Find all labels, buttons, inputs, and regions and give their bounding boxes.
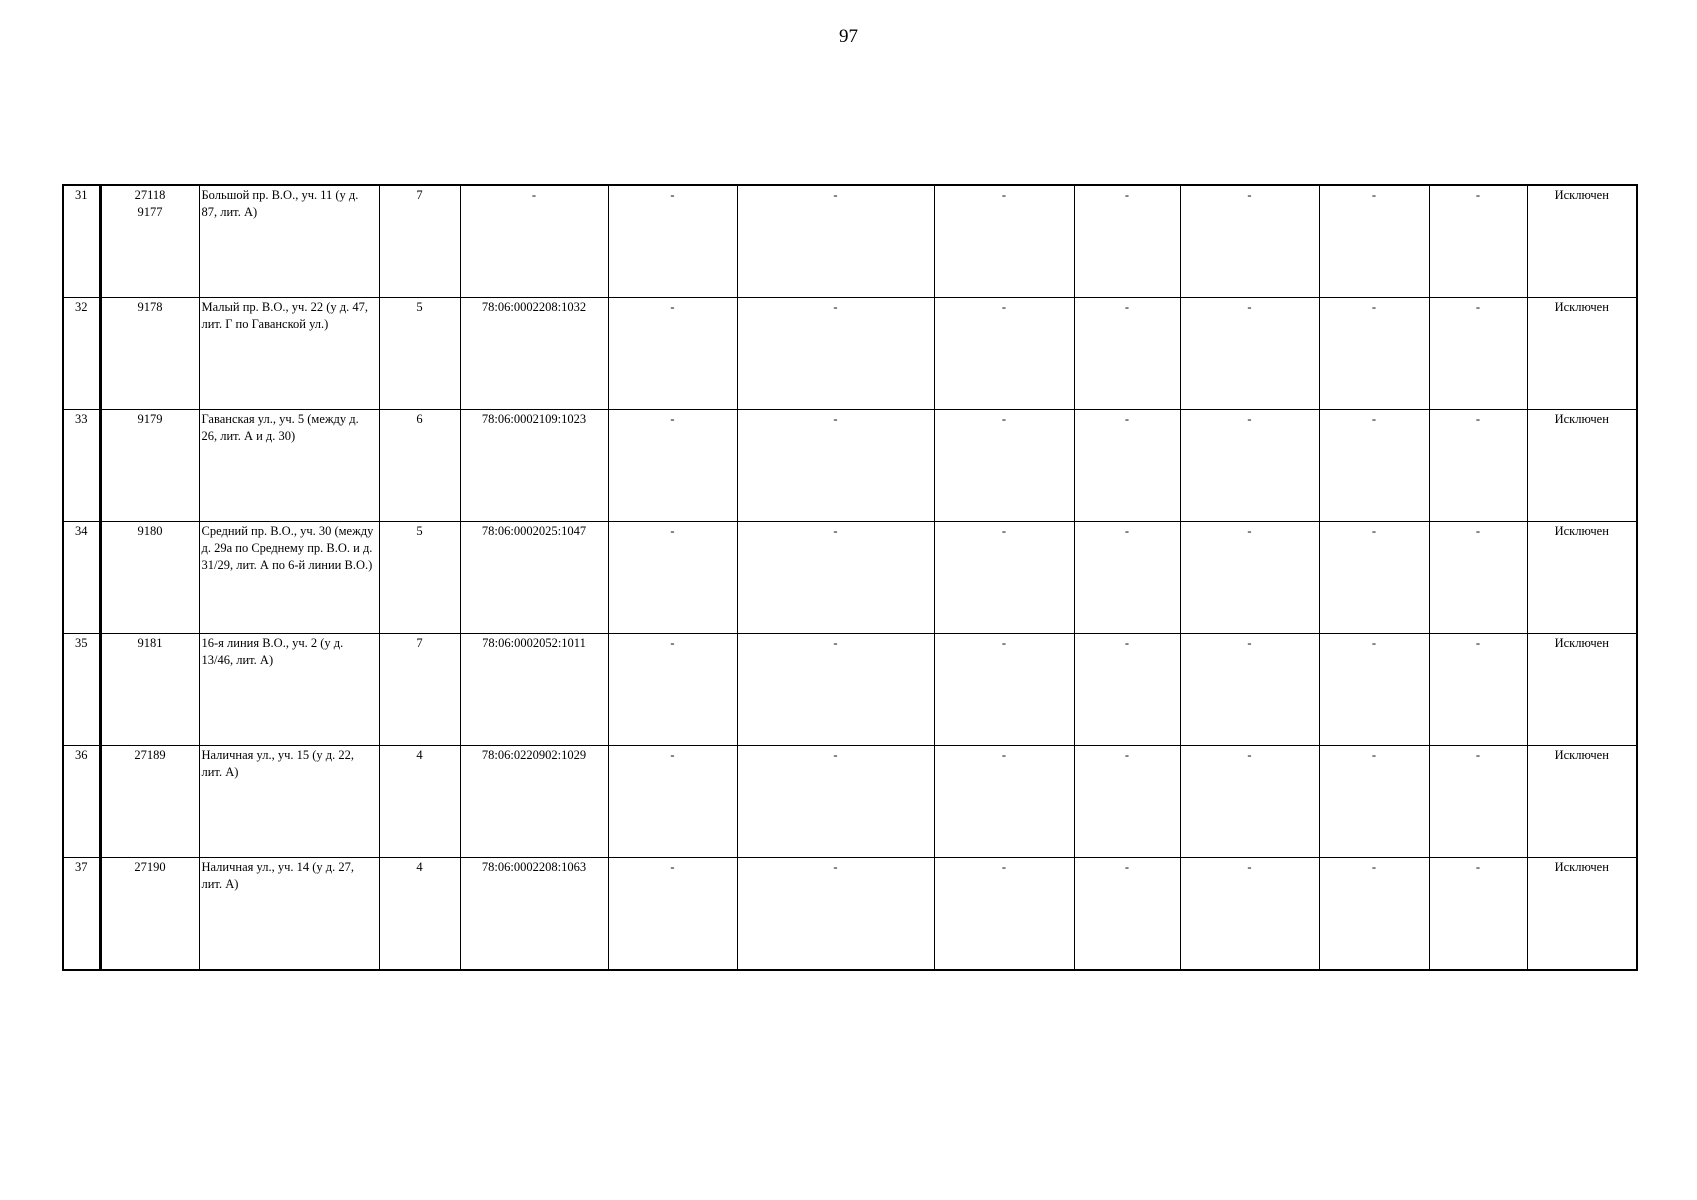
count-cell: 7 xyxy=(379,634,460,746)
registry-table xyxy=(62,184,1638,971)
column-8-cell: - xyxy=(934,185,1074,298)
column-7-cell: - xyxy=(737,410,934,522)
table-row xyxy=(63,746,1637,858)
column-11-cell: - xyxy=(1319,522,1429,634)
cadastral-number-cell: 78:06:0002109:1023 xyxy=(460,410,608,522)
column-8-cell: - xyxy=(934,746,1074,858)
row-number-cell: 35 xyxy=(63,634,100,746)
column-9-cell: - xyxy=(1074,746,1180,858)
row-number-cell: 31 xyxy=(63,185,100,298)
count-cell: 4 xyxy=(379,746,460,858)
column-6-cell: - xyxy=(608,746,737,858)
column-12-cell: - xyxy=(1429,746,1527,858)
row-number-cell: 37 xyxy=(63,858,100,971)
column-8-cell: - xyxy=(934,298,1074,410)
count-cell: 4 xyxy=(379,858,460,971)
column-12-cell: - xyxy=(1429,185,1527,298)
column-10-cell: - xyxy=(1180,634,1319,746)
column-6-cell: - xyxy=(608,410,737,522)
column-7-cell: - xyxy=(737,522,934,634)
column-6-cell: - xyxy=(608,185,737,298)
page-number: 97 xyxy=(839,26,858,47)
address-cell: Малый пр. В.О., уч. 22 (у д. 47, лит. Г по Гаванской ул.) xyxy=(199,298,379,410)
object-code-cell: 9178 xyxy=(100,298,199,410)
address-cell: Наличная ул., уч. 15 (у д. 22, лит. А) xyxy=(199,746,379,858)
column-8-cell: - xyxy=(934,522,1074,634)
table-row xyxy=(63,634,1637,746)
status-cell: Исключен xyxy=(1527,410,1637,522)
column-11-cell: - xyxy=(1319,298,1429,410)
column-11-cell: - xyxy=(1319,746,1429,858)
address-cell: 16-я линия В.О., уч. 2 (у д. 13/46, лит. А) xyxy=(199,634,379,746)
cadastral-number-cell: 78:06:0220902:1029 xyxy=(460,746,608,858)
column-12-cell: - xyxy=(1429,410,1527,522)
cadastral-number-cell: 78:06:0002208:1063 xyxy=(460,858,608,971)
column-10-cell: - xyxy=(1180,522,1319,634)
column-10-cell: - xyxy=(1180,746,1319,858)
column-6-cell: - xyxy=(608,634,737,746)
column-7-cell: - xyxy=(737,858,934,971)
object-code-cell: 27190 xyxy=(100,858,199,971)
count-cell: 5 xyxy=(379,298,460,410)
address-cell: Средний пр. В.О., уч. 30 (между д. 29а по Среднему пр. В.О. и д. 31/29, лит. А по 6-й линии В.О.) xyxy=(199,522,379,634)
column-9-cell: - xyxy=(1074,298,1180,410)
object-code-cell: 9179 xyxy=(100,410,199,522)
count-cell: 5 xyxy=(379,522,460,634)
column-11-cell: - xyxy=(1319,634,1429,746)
row-number-cell: 32 xyxy=(63,298,100,410)
table-row xyxy=(63,298,1637,410)
column-8-cell: - xyxy=(934,858,1074,971)
table-row xyxy=(63,185,1637,298)
address-cell: Гаванская ул., уч. 5 (между д. 26, лит. А и д. 30) xyxy=(199,410,379,522)
status-cell: Исключен xyxy=(1527,634,1637,746)
object-code-cell: 9181 xyxy=(100,634,199,746)
column-12-cell: - xyxy=(1429,522,1527,634)
column-11-cell: - xyxy=(1319,185,1429,298)
status-cell: Исключен xyxy=(1527,298,1637,410)
column-9-cell: - xyxy=(1074,858,1180,971)
column-6-cell: - xyxy=(608,858,737,971)
column-10-cell: - xyxy=(1180,185,1319,298)
count-cell: 7 xyxy=(379,185,460,298)
row-number-cell: 36 xyxy=(63,746,100,858)
cadastral-number-cell: 78:06:0002208:1032 xyxy=(460,298,608,410)
column-7-cell: - xyxy=(737,298,934,410)
status-cell: Исключен xyxy=(1527,858,1637,971)
cadastral-number-cell: 78:06:0002052:1011 xyxy=(460,634,608,746)
table-row xyxy=(63,410,1637,522)
column-12-cell: - xyxy=(1429,634,1527,746)
column-12-cell: - xyxy=(1429,298,1527,410)
column-10-cell: - xyxy=(1180,410,1319,522)
column-7-cell: - xyxy=(737,634,934,746)
object-code-cell: 27189 xyxy=(100,746,199,858)
column-10-cell: - xyxy=(1180,298,1319,410)
row-number-cell: 33 xyxy=(63,410,100,522)
column-10-cell: - xyxy=(1180,858,1319,971)
column-6-cell: - xyxy=(608,522,737,634)
status-cell: Исключен xyxy=(1527,522,1637,634)
column-9-cell: - xyxy=(1074,634,1180,746)
column-8-cell: - xyxy=(934,634,1074,746)
cadastral-number-cell: - xyxy=(460,185,608,298)
column-12-cell: - xyxy=(1429,858,1527,971)
table-row xyxy=(63,522,1637,634)
column-6-cell: - xyxy=(608,298,737,410)
column-11-cell: - xyxy=(1319,410,1429,522)
cadastral-number-cell: 78:06:0002025:1047 xyxy=(460,522,608,634)
row-number-cell: 34 xyxy=(63,522,100,634)
table-row xyxy=(63,858,1637,971)
address-cell: Наличная ул., уч. 14 (у д. 27, лит. А) xyxy=(199,858,379,971)
object-code-cell: 9180 xyxy=(100,522,199,634)
column-9-cell: - xyxy=(1074,522,1180,634)
table-body xyxy=(63,185,1637,970)
status-cell: Исключен xyxy=(1527,746,1637,858)
column-7-cell: - xyxy=(737,746,934,858)
column-9-cell: - xyxy=(1074,410,1180,522)
object-code-cell: 27118 9177 xyxy=(100,185,199,298)
column-11-cell: - xyxy=(1319,858,1429,971)
column-9-cell: - xyxy=(1074,185,1180,298)
address-cell: Большой пр. В.О., уч. 11 (у д. 87, лит. А) xyxy=(199,185,379,298)
status-cell: Исключен xyxy=(1527,185,1637,298)
column-8-cell: - xyxy=(934,410,1074,522)
count-cell: 6 xyxy=(379,410,460,522)
column-7-cell: - xyxy=(737,185,934,298)
